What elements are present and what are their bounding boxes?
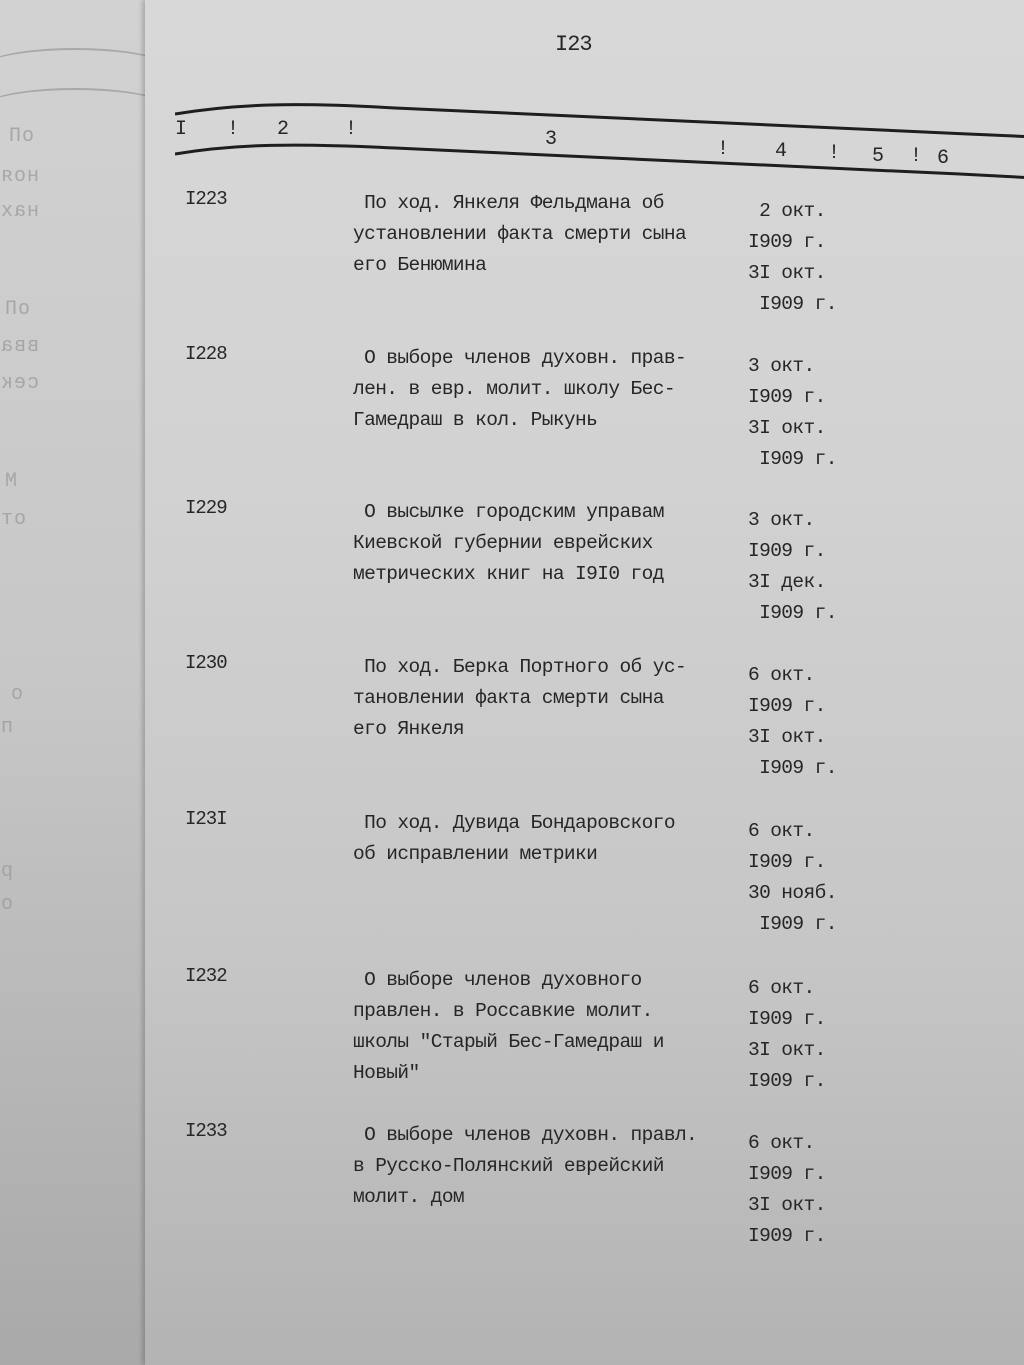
description-line: школы "Старый Бес-Гамедраш и: [353, 1031, 664, 1053]
end-date-line: 3I окт.: [748, 1194, 826, 1216]
header-column-label: 4: [775, 140, 788, 163]
entry-dates: [748, 351, 868, 475]
entry-description: [353, 497, 748, 590]
page-number: I23: [555, 32, 592, 57]
description-line: О высылке городским управам: [353, 501, 664, 523]
description-line: его Бенюмина: [353, 254, 487, 276]
end-date-line: I909 г.: [748, 1070, 826, 1092]
start-date-line: I909 г.: [748, 540, 826, 562]
description-line: О выборе членов духовн. прав-: [353, 347, 687, 369]
bleed-through-text: от: [0, 508, 27, 531]
start-date-line: 6 окт.: [748, 977, 815, 999]
bleed-through-text: о: [0, 893, 14, 916]
bleed-through-text: оП: [8, 125, 35, 148]
entry-dates: [748, 973, 868, 1097]
entry-number: I223: [185, 188, 227, 210]
description-line: молит. дом: [353, 1186, 465, 1208]
bleed-through-rule: [0, 88, 150, 130]
header-column-label: !: [910, 145, 923, 168]
header-column-label: 2: [277, 118, 290, 141]
description-line: его Янкеля: [353, 718, 465, 740]
end-date-line: 30 нояб.: [748, 882, 837, 904]
entry-number: I232: [185, 965, 227, 987]
start-date-line: 3 окт.: [748, 355, 815, 377]
entry-dates: [748, 1128, 868, 1252]
header-column-label: !: [828, 142, 841, 165]
entry-dates: [748, 505, 868, 629]
start-date-line: I909 г.: [748, 695, 826, 717]
description-line: Киевской губернии еврейских: [353, 532, 653, 554]
table-header: [175, 100, 1024, 180]
header-column-label: !: [227, 118, 240, 141]
description-line: в Русско-Полянский еврейский: [353, 1155, 664, 1177]
underlying-page: [0, 0, 150, 1365]
end-date-line: 3I окт.: [748, 417, 826, 439]
description-line: об исправлении метрики: [353, 843, 598, 865]
entry-dates: [748, 196, 868, 320]
entry-description: [353, 652, 748, 745]
description-line: Гамедраш в кол. Рыкунь: [353, 409, 598, 431]
header-rules: [175, 100, 1024, 180]
entry-description: [353, 1120, 748, 1213]
end-date-line: 3I дек.: [748, 571, 826, 593]
bleed-through-text: о: [10, 683, 24, 706]
end-date-line: I909 г.: [748, 602, 837, 624]
description-line: лен. в евр. молит. школу Бес-: [353, 378, 675, 400]
end-date-line: 3I окт.: [748, 262, 826, 284]
bleed-through-text: нах: [0, 200, 40, 223]
entry-description: [353, 965, 748, 1089]
start-date-line: I909 г.: [748, 1163, 826, 1185]
bleed-through-text: сек: [0, 372, 40, 395]
end-date-line: I909 г.: [748, 757, 837, 779]
entry-description: [353, 343, 748, 436]
description-line: тановлении факта смерти сына: [353, 687, 664, 709]
bleed-through-text: р: [0, 860, 14, 883]
end-date-line: 3I окт.: [748, 1039, 826, 1061]
header-column-label: 6: [937, 147, 950, 170]
bleed-through-text: М: [4, 470, 18, 493]
bleed-through-text: оП: [4, 298, 31, 321]
start-date-line: I909 г.: [748, 1008, 826, 1030]
header-column-label: 5: [872, 145, 885, 168]
start-date-line: 6 окт.: [748, 664, 815, 686]
start-date-line: 3 окт.: [748, 509, 815, 531]
start-date-line: 6 окт.: [748, 1132, 815, 1154]
header-column-label: I: [175, 118, 188, 141]
end-date-line: I909 г.: [748, 1225, 826, 1247]
start-date-line: I909 г.: [748, 386, 826, 408]
entry-dates: [748, 816, 868, 940]
description-line: По ход. Берка Портного об ус-: [353, 656, 687, 678]
description-line: О выборе членов духовного: [353, 969, 642, 991]
bleed-through-text: п: [0, 716, 14, 739]
document-page: [145, 0, 1024, 1365]
bleed-through-rule: [0, 48, 150, 90]
entry-description: [353, 808, 748, 870]
header-column-label: 3: [545, 128, 558, 151]
entry-number: I23I: [185, 808, 227, 830]
description-line: правлен. в Россавкие молит.: [353, 1000, 653, 1022]
description-line: Новый": [353, 1062, 420, 1084]
entry-number: I233: [185, 1120, 227, 1142]
start-date-line: I909 г.: [748, 231, 826, 253]
description-line: По ход. Дувида Бондаровского: [353, 812, 675, 834]
bleed-through-text: ноя: [0, 165, 40, 188]
entry-number: I229: [185, 497, 227, 519]
header-column-label: !: [717, 138, 730, 161]
end-date-line: I909 г.: [748, 913, 837, 935]
entry-number: I230: [185, 652, 227, 674]
end-date-line: 3I окт.: [748, 726, 826, 748]
entry-description: [353, 188, 748, 281]
end-date-line: I909 г.: [748, 293, 837, 315]
start-date-line: 2 окт.: [748, 200, 826, 222]
start-date-line: I909 г.: [748, 851, 826, 873]
description-line: О выборе членов духовн. правл.: [353, 1124, 698, 1146]
bleed-through-text: вва: [0, 335, 40, 358]
end-date-line: I909 г.: [748, 448, 837, 470]
description-line: По ход. Янкеля Фельдмана об: [353, 192, 664, 214]
start-date-line: 6 окт.: [748, 820, 815, 842]
entry-dates: [748, 660, 868, 784]
description-line: установлении факта смерти сына: [353, 223, 687, 245]
header-column-label: !: [345, 118, 358, 141]
description-line: метрических книг на I9I0 год: [353, 563, 664, 585]
entry-number: I228: [185, 343, 227, 365]
